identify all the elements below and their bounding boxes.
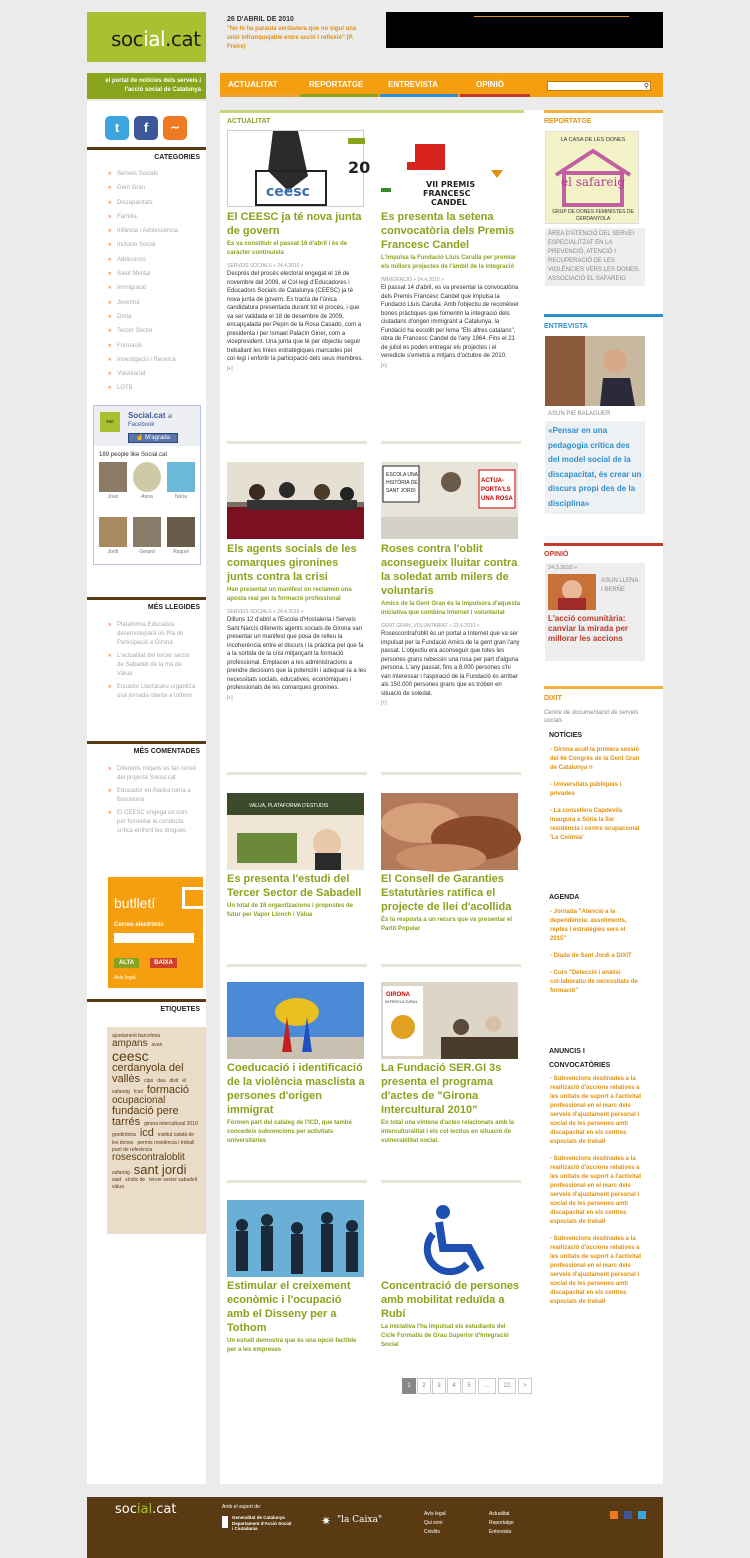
agenda-link[interactable]: - Curs "Detecció i anàlisi col·laboratiu de necessitats de formació": [550, 970, 638, 994]
interviewee-portrait: [545, 336, 645, 406]
tag-link[interactable]: safareig: [112, 1170, 130, 1176]
tag-link[interactable]: dixit: [169, 1078, 179, 1084]
nav-item-reportatge[interactable]: REPORTATGE: [309, 80, 364, 89]
article-card: [381, 872, 521, 934]
category-link[interactable]: » Dona: [87, 314, 206, 328]
opinio-heading: OPINIÓ: [544, 551, 569, 558]
article-meta[interactable]: SERVEIS SOCIALS » 24.4.2010 »: [227, 609, 304, 615]
category-link[interactable]: » Família: [87, 214, 206, 228]
article-card: [227, 542, 367, 701]
press-conference-image: [227, 462, 364, 539]
category-link[interactable]: » Serveis Socials: [87, 171, 206, 185]
divider: [227, 964, 367, 967]
fan-avatar[interactable]: [99, 517, 127, 547]
svg-text:PORTA'LS: PORTA'LS: [481, 487, 511, 493]
subscribe-button[interactable]: ALTA: [114, 958, 139, 968]
article-thumbnail[interactable]: [381, 1200, 518, 1277]
most-commented-link[interactable]: » Educador en Alaska torna a Barcelona: [87, 787, 206, 805]
category-link[interactable]: » Addiccions: [87, 257, 206, 271]
tag-link[interactable]: cipo: [144, 1078, 154, 1084]
article-subtitle: L'impulsa la Fundació Lluís Carulla per premiar els millors projectes de l'àmbit de la integració: [381, 255, 517, 270]
fan-name[interactable]: Raquel: [173, 549, 189, 555]
hands-image: [381, 793, 518, 870]
opinio-headline[interactable]: L'acció comunitària: canviar la mirada per millorar les accions: [548, 614, 629, 643]
category-link[interactable]: » Voluntariat: [87, 371, 206, 385]
support-label: Amb el suport de:: [222, 1504, 262, 1510]
facebook-icon[interactable]: f: [134, 116, 158, 140]
noticia-link[interactable]: - Girona acull la primera sessió del 6è Congrés de la Gent Gran de Catalunya n: [550, 747, 640, 771]
girona-intercultural-image: [381, 982, 518, 1059]
footer-links-2: [489, 1510, 514, 1537]
article-card: [381, 1279, 521, 1350]
most-read-link[interactable]: » Ecuador Llactacaru organitza una jornada oberta a tothom: [87, 683, 206, 701]
generalitat-line3: i Ciutadania: [232, 1526, 258, 1531]
logo-text-accent: ial: [143, 27, 166, 51]
nav-item-actualitat[interactable]: ACTUALITAT: [228, 80, 278, 89]
ceesc-logo-image: [228, 131, 371, 208]
fan-avatar[interactable]: [167, 462, 195, 492]
generalitat-line1: Generalitat de Catalunya: [232, 1515, 285, 1520]
site-slogan: el portal de notícies dels serveis i l'acció social de Catalunya: [87, 73, 206, 99]
tag-link[interactable]: el safareig: [112, 1078, 187, 1095]
reportatge-topbar: [544, 110, 663, 113]
article-subtitle: Un estudi demostra que és una opció factible per a les empreses: [227, 1338, 357, 1353]
noticies-heading: NOTÍCIES: [549, 732, 583, 739]
svg-text:SANT JORDI: SANT JORDI: [386, 488, 416, 494]
site-logo[interactable]: [87, 12, 206, 62]
rss-icon[interactable]: [610, 1511, 618, 1519]
article-subtitle: Amics de la Gent Gran és la impulsora d'aquesta iniciativa que combina Internet i voluntariat: [381, 601, 521, 616]
tag-link[interactable]: ceesc: [112, 1048, 149, 1064]
page-next[interactable]: >: [518, 1378, 532, 1394]
tag-link[interactable]: gredirdona: [112, 1132, 136, 1138]
tag-link[interactable]: institut català de les dones: [112, 1132, 195, 1146]
tag-link[interactable]: ajuntament barcelona: [112, 1033, 161, 1039]
generalitat-icon: [222, 1516, 228, 1528]
article-body: El passat 14 d'abril, es va presentar la convocatòria dels Premis Francesc Candel que impulsa la Fundació Lluís Carulla. Amb l'objectiu de reconèixer bones pràctiques que fomentin la integració dels ciutadans d'origen immigrant a Catalunya, la Fundació ha escollit per lema "Els altres catalans", obra de Francesc Candel de l'any 1964. Fins el 21 de juliol es poden entregar els projectes i el veredicte s'emetrà a mitjans d'octubre de 2010.: [381, 285, 519, 359]
svg-text:ACTUA-: ACTUA-: [481, 478, 504, 484]
article-thumbnail[interactable]: [227, 130, 371, 207]
page-link[interactable]: 4: [447, 1378, 461, 1394]
newsletter-box: [108, 877, 203, 988]
fan-name[interactable]: Joan: [107, 494, 119, 500]
dixit-subtitle: Centre de documentació de serveis socials: [544, 710, 639, 724]
svg-text:FRANCESC: FRANCESC: [423, 189, 471, 198]
most-commented-link[interactable]: » Diferents mitjans es fan ressò del projecte Social.cat: [87, 765, 206, 783]
noticia-link[interactable]: - La consellera Capdevila inaugura a Súria la llar residència i centre ocupacional 'La Colònia': [550, 808, 640, 841]
tag-link[interactable]: ocupacional: [112, 1095, 166, 1106]
article-title[interactable]: Coeducació i identificació de la violència masclista a persones d'origen immigrat: [227, 1062, 365, 1116]
caixa-star-icon: ✷: [321, 1514, 332, 1528]
read-more-link[interactable]: [+]: [381, 362, 387, 369]
article-title[interactable]: Els agents socials de les comarques gironines junts contra la crisi: [227, 543, 357, 583]
tag-link[interactable]: rosescontraloblit: [112, 1152, 185, 1163]
divider: [381, 772, 521, 775]
nav-underline-actualitat: [220, 94, 298, 97]
facebook-page-avatar[interactable]: soc: [100, 412, 120, 432]
tag-link[interactable]: fundació pere tarrés: [112, 1105, 179, 1128]
tag-link[interactable]: formació: [146, 1084, 190, 1096]
agenda-link[interactable]: - Jornada "Atenció a la dependència: assoliments, reptes i estratègies vers el 2015": [550, 909, 627, 942]
category-link[interactable]: » Joventut: [87, 300, 206, 314]
most-read-list: [87, 621, 206, 705]
current-date: 26 D'ABRIL DE 2010: [227, 16, 294, 23]
most-read-heading: MÉS LLEGIDES: [87, 597, 206, 611]
anuncis-list: [550, 1075, 642, 1307]
fan-avatar[interactable]: [133, 462, 161, 492]
most-commented-link[interactable]: » El CEESC engega un curs per fomentar la conducta crítica enfront les drogues: [87, 809, 206, 836]
like-label: M'agrada: [145, 435, 170, 441]
tag-link[interactable]: fcsd: [133, 1089, 143, 1095]
anunci-link[interactable]: - Subvencions destinades a la realització d'accions relatives a les unitats de suport a l'activitat professional en el marc dels serveis d'ajustament personal i social de les persones amb discapacitat en els centres especials de treball: [550, 1236, 642, 1305]
article-card: [381, 210, 521, 369]
footer-link[interactable]: Reportatge: [489, 1520, 514, 1526]
tag-link[interactable]: síndic de: [125, 1177, 146, 1183]
anunci-link[interactable]: - Subvencions destinades a la realització d'accions relatives a les unitats de suport a l'activitat professional en el marc dels serveis d'ajustament personal i social de les persones amb discapacitat en els centres especials de treball: [550, 1076, 642, 1145]
facebook-like-button[interactable]: [128, 433, 178, 443]
tag-link[interactable]: avan: [151, 1042, 163, 1048]
tag-link[interactable]: tercer sector sabadell: [149, 1177, 197, 1183]
twitter-icon[interactable]: [638, 1511, 646, 1519]
article-thumbnail[interactable]: [227, 462, 364, 539]
svg-text:ESCOLA UNA: ESCOLA UNA: [386, 472, 418, 478]
read-more-link[interactable]: [+]: [227, 365, 233, 372]
article-title[interactable]: Roses contra l'oblit aconsegueix lluitar contra la soledat amb milers de voluntaris: [381, 543, 518, 597]
fan-name[interactable]: Núria: [175, 494, 187, 500]
footer-link[interactable]: Avís legal: [424, 1511, 446, 1517]
article-thumbnail[interactable]: [381, 462, 518, 539]
footer-link[interactable]: Crèdits: [424, 1529, 440, 1535]
generalitat-line2: Departament d'Acció Social: [232, 1520, 292, 1526]
generalitat-logo[interactable]: [232, 1515, 291, 1532]
main-content: [220, 110, 663, 1484]
article-thumbnail[interactable]: [381, 130, 518, 207]
article-meta[interactable]: GENT GRAN, VOLUNTARIAT » 23.4.2010 »: [381, 623, 480, 629]
opinio-date: 24.3.2010 »: [548, 565, 578, 571]
article-subtitle: Formen part del catàleg de l'ICD, que també concedeix subvencions per activitats universitàries: [227, 1120, 352, 1144]
entrevista-quote[interactable]: «Pensar en una pedagogia crítica des del model social de la discapacitat, és crear un discurs propi des de la disciplina»: [545, 421, 645, 514]
tag-link[interactable]: cerdanyola del vallès: [112, 1062, 184, 1085]
article-subtitle: Un total de 18 organitzacions i propostes de futur per Vapor Llonch i Vàlua: [227, 903, 354, 918]
entrevista-heading: ENTREVISTA: [544, 323, 588, 330]
article-title[interactable]: El CEESC ja té nova junta de govern: [227, 211, 362, 237]
category-link[interactable]: » Investigació i Recerca: [87, 357, 206, 371]
categories-list: [87, 171, 206, 400]
nav-underline-entrevista: [380, 94, 458, 97]
fan-name[interactable]: Anna: [141, 494, 153, 500]
page-link[interactable]: 5: [462, 1378, 476, 1394]
article-body: Després del procés electoral engegat el 16 de novembre del 2009, el Col·legi d'Educadores i Educadors Socials de Catalunya (CEESC) ja té nova junta de govern. Es tracta de l'única candidatura presentada durant tot el procés, i que va ser validada el 18 de desembre de 2009, encapçalada per Pepín de la Rosa Casado, com a presidenta i per Ismael Palacín Giner, com a vicepresident. Una junta que té per objectiu seguir treballant les línies estratègiques marcades pel col·legi i enfortir la participació dels seus membres.: [227, 271, 364, 362]
footer-logo-domain: .cat: [152, 1502, 177, 1517]
article-card: [381, 1061, 521, 1146]
page-ellipsis: ...: [478, 1378, 496, 1394]
anuncis-heading: ANUNCIS I CONVOCATÒRIES: [549, 1048, 611, 1069]
category-link[interactable]: » Tercer Sector: [87, 328, 206, 342]
agenda-link[interactable]: - Diada de Sant Jordi a DIXIT: [550, 953, 632, 959]
interviewee-name: ASUN PIE BALAGUER: [548, 411, 611, 417]
fan-avatar[interactable]: [133, 517, 161, 547]
opinio-author: ASUN LLENA I BERÑE: [601, 578, 639, 593]
svg-text:ceesc: ceesc: [266, 184, 310, 200]
thumbs-up-icon: ☝: [136, 435, 144, 441]
svg-text:HISTÒRIA DE: HISTÒRIA DE: [386, 480, 418, 486]
tags-heading: ETIQUETES: [87, 999, 206, 1013]
noticies-list: [550, 746, 642, 843]
read-more-link[interactable]: [+]: [381, 700, 387, 706]
agenda-list: [550, 908, 642, 996]
logo-text-domain: .cat: [165, 27, 201, 51]
article-subtitle: En total una vintena d'actes relacionats amb la interculturalitat i els col·lectius en situació de vulnerabilitat social.: [381, 1120, 515, 1144]
facebook-likes-count: 189 people like Social.cat: [99, 452, 168, 458]
footer-link[interactable]: Actualitat: [489, 1511, 510, 1517]
tag-link[interactable]: punt de referència: [112, 1147, 153, 1153]
category-link[interactable]: » Formació: [87, 343, 206, 357]
divider: [227, 772, 367, 775]
category-link[interactable]: » Discapacitats: [87, 200, 206, 214]
most-commented-list: [87, 765, 206, 840]
divider: [381, 1180, 521, 1183]
article-title[interactable]: La Fundació SER.GI 3s presenta el programa d'actes de "Girona Intercultural 2010": [381, 1062, 502, 1116]
fan-avatar[interactable]: [99, 462, 127, 492]
roses-campaign-image: [381, 462, 518, 539]
entrevista-topbar: [544, 314, 663, 317]
unsubscribe-button[interactable]: BAIXA: [150, 958, 177, 968]
category-link[interactable]: » Inclusió Social: [87, 242, 206, 256]
fan-name[interactable]: Jordi: [107, 549, 119, 555]
category-link[interactable]: » Infància i Adolescència: [87, 228, 206, 242]
site-footer: [87, 1497, 663, 1558]
article-body: Rosescontral'oblit és un portal a Internet que va ser impulsat per la Fundació Amics de la gent gran l'any passat. L'objectiu era aconseguir que totes les persones grans rebessin una rosa per part d'alguna persona. L'any passat, fins a 8.000 persones s'hi van interessar i l'aspiració de la Fundació és arribar als 150.000 persones grans que es troben en situació de soledat.: [381, 631, 520, 697]
entrevista-photo[interactable]: [545, 336, 645, 406]
facebook-icon[interactable]: [624, 1511, 632, 1519]
nav-underline-opinio: [460, 94, 530, 97]
fan-avatar[interactable]: [167, 517, 195, 547]
divider: [381, 441, 521, 444]
most-read-link[interactable]: » Plataforma Educativa desenvoluparà un Pla de Participació a Girona: [87, 621, 206, 648]
article-thumbnail[interactable]: [227, 1200, 364, 1277]
section-title-actualitat: ACTUALITAT: [227, 118, 271, 125]
dixit-heading: DIXIT: [544, 695, 562, 702]
silhouettes-image: [227, 1200, 364, 1277]
category-link[interactable]: » Immigració: [87, 285, 206, 299]
article-card: [227, 1279, 367, 1355]
date-quote-box: [222, 12, 369, 62]
fan-name[interactable]: Gerard: [139, 549, 155, 555]
divider: [227, 1180, 367, 1183]
category-link[interactable]: » Gent Gran: [87, 185, 206, 199]
svg-text:UNA ROSA: UNA ROSA: [481, 496, 513, 502]
logo-text: soc: [111, 27, 144, 51]
footer-links-1: [424, 1510, 446, 1537]
left-sidebar: [87, 101, 206, 1484]
article-card: [227, 210, 367, 372]
svg-text:GIRONA: GIRONA: [386, 992, 410, 998]
facebook-on-label: al: [167, 414, 173, 420]
category-link[interactable]: » LGTB: [87, 385, 206, 399]
anunci-link[interactable]: - Subvencions destinades a la realització d'accions relatives a les unitats de suport a l'activitat professional en el marc dels serveis d'ajustament personal i social de les persones amb discapacitat en els centres especials de treball: [550, 1156, 642, 1225]
twitter-icon[interactable]: t: [105, 116, 129, 140]
quote-text: "No hi ha paraula verdadera que no sigui una unió infranquejable entre acció i reflexió" (P. Freire): [227, 26, 357, 50]
search-input[interactable]: [547, 81, 651, 91]
article-thumbnail[interactable]: [227, 982, 364, 1059]
svg-text:CANDEL: CANDEL: [431, 198, 467, 207]
article-body: Dilluns 12 d'abril a l'Escola d'Hostaleria i Serveis Sant Narcís diferents agents socials de Girona van presentar un manifest que posa de relleu la incoherència entre el discurs i la pràctica pel que fa a la sortida de la crisi mitjançant la formació professional. Emplacen a les administracions a prendre decisions que la potenciïn i adequar-la a les necessitats socials, educatives, econòmiques i professionals de les comarques gironines.: [227, 617, 367, 691]
banner-ad[interactable]: [386, 12, 663, 48]
article-subtitle: Es va constituir el passat 16 d'abril i és de caràcter continuista: [227, 241, 348, 256]
author-portrait: [548, 574, 596, 610]
tag-link[interactable]: ampans: [112, 1038, 148, 1049]
footer-logo-text: soc: [115, 1502, 137, 1517]
footer-link[interactable]: Qui som: [424, 1520, 443, 1526]
reportatge-description[interactable]: ÀREA D'ATENCIÓ DEL SERVEI ESPECIALITZAT EN LA PREVENCIÓ, ATENCIÓ I RECUPERACIÓ DE LES VIOLÈNCIES VERS LES DONES. ASSOCIACIÓ EL SAFAREIG: [545, 228, 645, 286]
footer-logo-accent: ial: [136, 1502, 153, 1517]
email-input[interactable]: [114, 933, 194, 943]
article-meta[interactable]: IMMIGRACIÓ » 24.4.2010 »: [381, 277, 444, 283]
article-card: [227, 872, 367, 920]
valua-study-image: [227, 793, 364, 870]
divider: [227, 441, 367, 444]
newsletter-title: butlletí: [114, 895, 156, 911]
dixit-topbar: [544, 686, 663, 689]
tag-link[interactable]: girona intercultural 2010: [144, 1121, 198, 1127]
article-title[interactable]: Estimular el creixement econòmic i l'ocupació amb el Disseny per a Tothom: [227, 1280, 351, 1334]
most-commented-heading: MÉS COMENTADES: [87, 741, 206, 755]
divider: [381, 964, 521, 967]
newsletter-icon: [182, 887, 203, 909]
opinio-topbar: [544, 543, 663, 546]
facebook-page-name[interactable]: Social.cat: [128, 411, 166, 420]
article-title[interactable]: Es presenta la setena convocatòria dels Premis Francesc Candel: [381, 211, 515, 251]
tag-link[interactable]: dau: [157, 1078, 166, 1084]
safareig-top-text: LA CASA DE LES DONES: [560, 137, 626, 143]
facebook-likebox: [93, 405, 201, 565]
sculpture-image: [227, 982, 364, 1059]
svg-text:INTERCULTURAL: INTERCULTURAL: [385, 999, 418, 1004]
email-label: Correu electrònic: [114, 922, 164, 928]
noticia-link[interactable]: - Universitats públiques i privades: [550, 782, 622, 797]
article-thumbnail[interactable]: [227, 793, 364, 870]
svg-text:VALUA, PLATAFORMA D'ESTUDIS: VALUA, PLATAFORMA D'ESTUDIS: [249, 803, 329, 809]
article-thumbnail[interactable]: [381, 982, 518, 1059]
article-card: [381, 542, 521, 706]
safareig-logo-text: el safareig: [560, 175, 626, 189]
footer-link[interactable]: Entrevista: [489, 1529, 512, 1535]
page-link[interactable]: 3: [432, 1378, 446, 1394]
main-nav: [220, 73, 663, 97]
article-card: [227, 1061, 367, 1146]
candel-award-image: [381, 130, 518, 207]
banner-line: [474, 16, 629, 17]
rss-icon[interactable]: ∼: [163, 116, 187, 140]
page-link-last[interactable]: 22: [498, 1378, 516, 1394]
safareig-bottom-text: GRUP DE DONES FEMINISTES DE CERDANYOLA: [552, 209, 634, 222]
tag-link[interactable]: siad: [112, 1177, 122, 1183]
tag-link[interactable]: vàlua: [112, 1184, 124, 1190]
svg-text:VII PREMIS: VII PREMIS: [426, 180, 476, 189]
tag-link[interactable]: icd: [139, 1127, 154, 1139]
page-current[interactable]: 1: [402, 1378, 416, 1394]
article-subtitle: És la resposta a un recurs que va presentar el Partit Popular: [381, 917, 513, 932]
category-link[interactable]: » Salut Mental: [87, 271, 206, 285]
reportatge-image[interactable]: [545, 131, 639, 224]
reportatge-heading: REPORTATGE: [544, 118, 592, 125]
page-link[interactable]: 2: [417, 1378, 431, 1394]
most-read-link[interactable]: » L'actualitat del tercer sector de Sabadell de la mà de Vàlua: [87, 652, 206, 679]
section-topbar: [220, 110, 524, 113]
footer-logo[interactable]: [115, 1502, 176, 1517]
legal-link[interactable]: Avís legal: [114, 975, 136, 981]
search-icon[interactable]: ⚲: [643, 83, 649, 90]
nav-item-entrevista[interactable]: ENTREVISTA: [388, 80, 439, 89]
agenda-heading: AGENDA: [549, 894, 580, 901]
read-more-link[interactable]: [+]: [227, 694, 233, 701]
article-thumbnail[interactable]: [381, 793, 518, 870]
svg-text:20: 20: [348, 158, 371, 177]
facebook-platform-label[interactable]: Facebook: [128, 422, 155, 428]
article-title[interactable]: Concentració de persones amb mobilitat reduïda a Rubí: [381, 1280, 520, 1320]
nav-underline-reportatge: [300, 94, 378, 97]
opinio-author-photo[interactable]: [548, 574, 596, 610]
article-title[interactable]: Es presenta l'estudi del Tercer Sector de Sabadell: [227, 873, 362, 899]
caixa-logo[interactable]: "la Caixa": [337, 1515, 382, 1525]
article-meta[interactable]: SERVEIS SOCIALS » 24.4.2010 »: [227, 263, 304, 269]
article-subtitle: Han presentat un manifest on reclamen una aposta real per la formació professional: [227, 587, 352, 602]
tag-link[interactable]: permís residència i treball: [137, 1140, 195, 1146]
tag-cloud: [107, 1027, 206, 1234]
wheelchair-icon: [381, 1200, 518, 1277]
facebook-likebox-header: [94, 406, 200, 446]
article-subtitle: La iniciativa l'ha impulsat els estudiants del Cicle Formatiu de Grau Superior d'Integració Social: [381, 1324, 509, 1348]
opinio-card: [545, 563, 645, 661]
article-title[interactable]: El Consell de Garanties Estatutàries ratifica el projecte de llei d'acollida: [381, 873, 512, 913]
nav-item-opinio[interactable]: OPINIÓ: [476, 80, 505, 89]
tag-link[interactable]: sant jordi: [133, 1162, 187, 1177]
categories-heading: CATEGORIES: [87, 147, 206, 161]
